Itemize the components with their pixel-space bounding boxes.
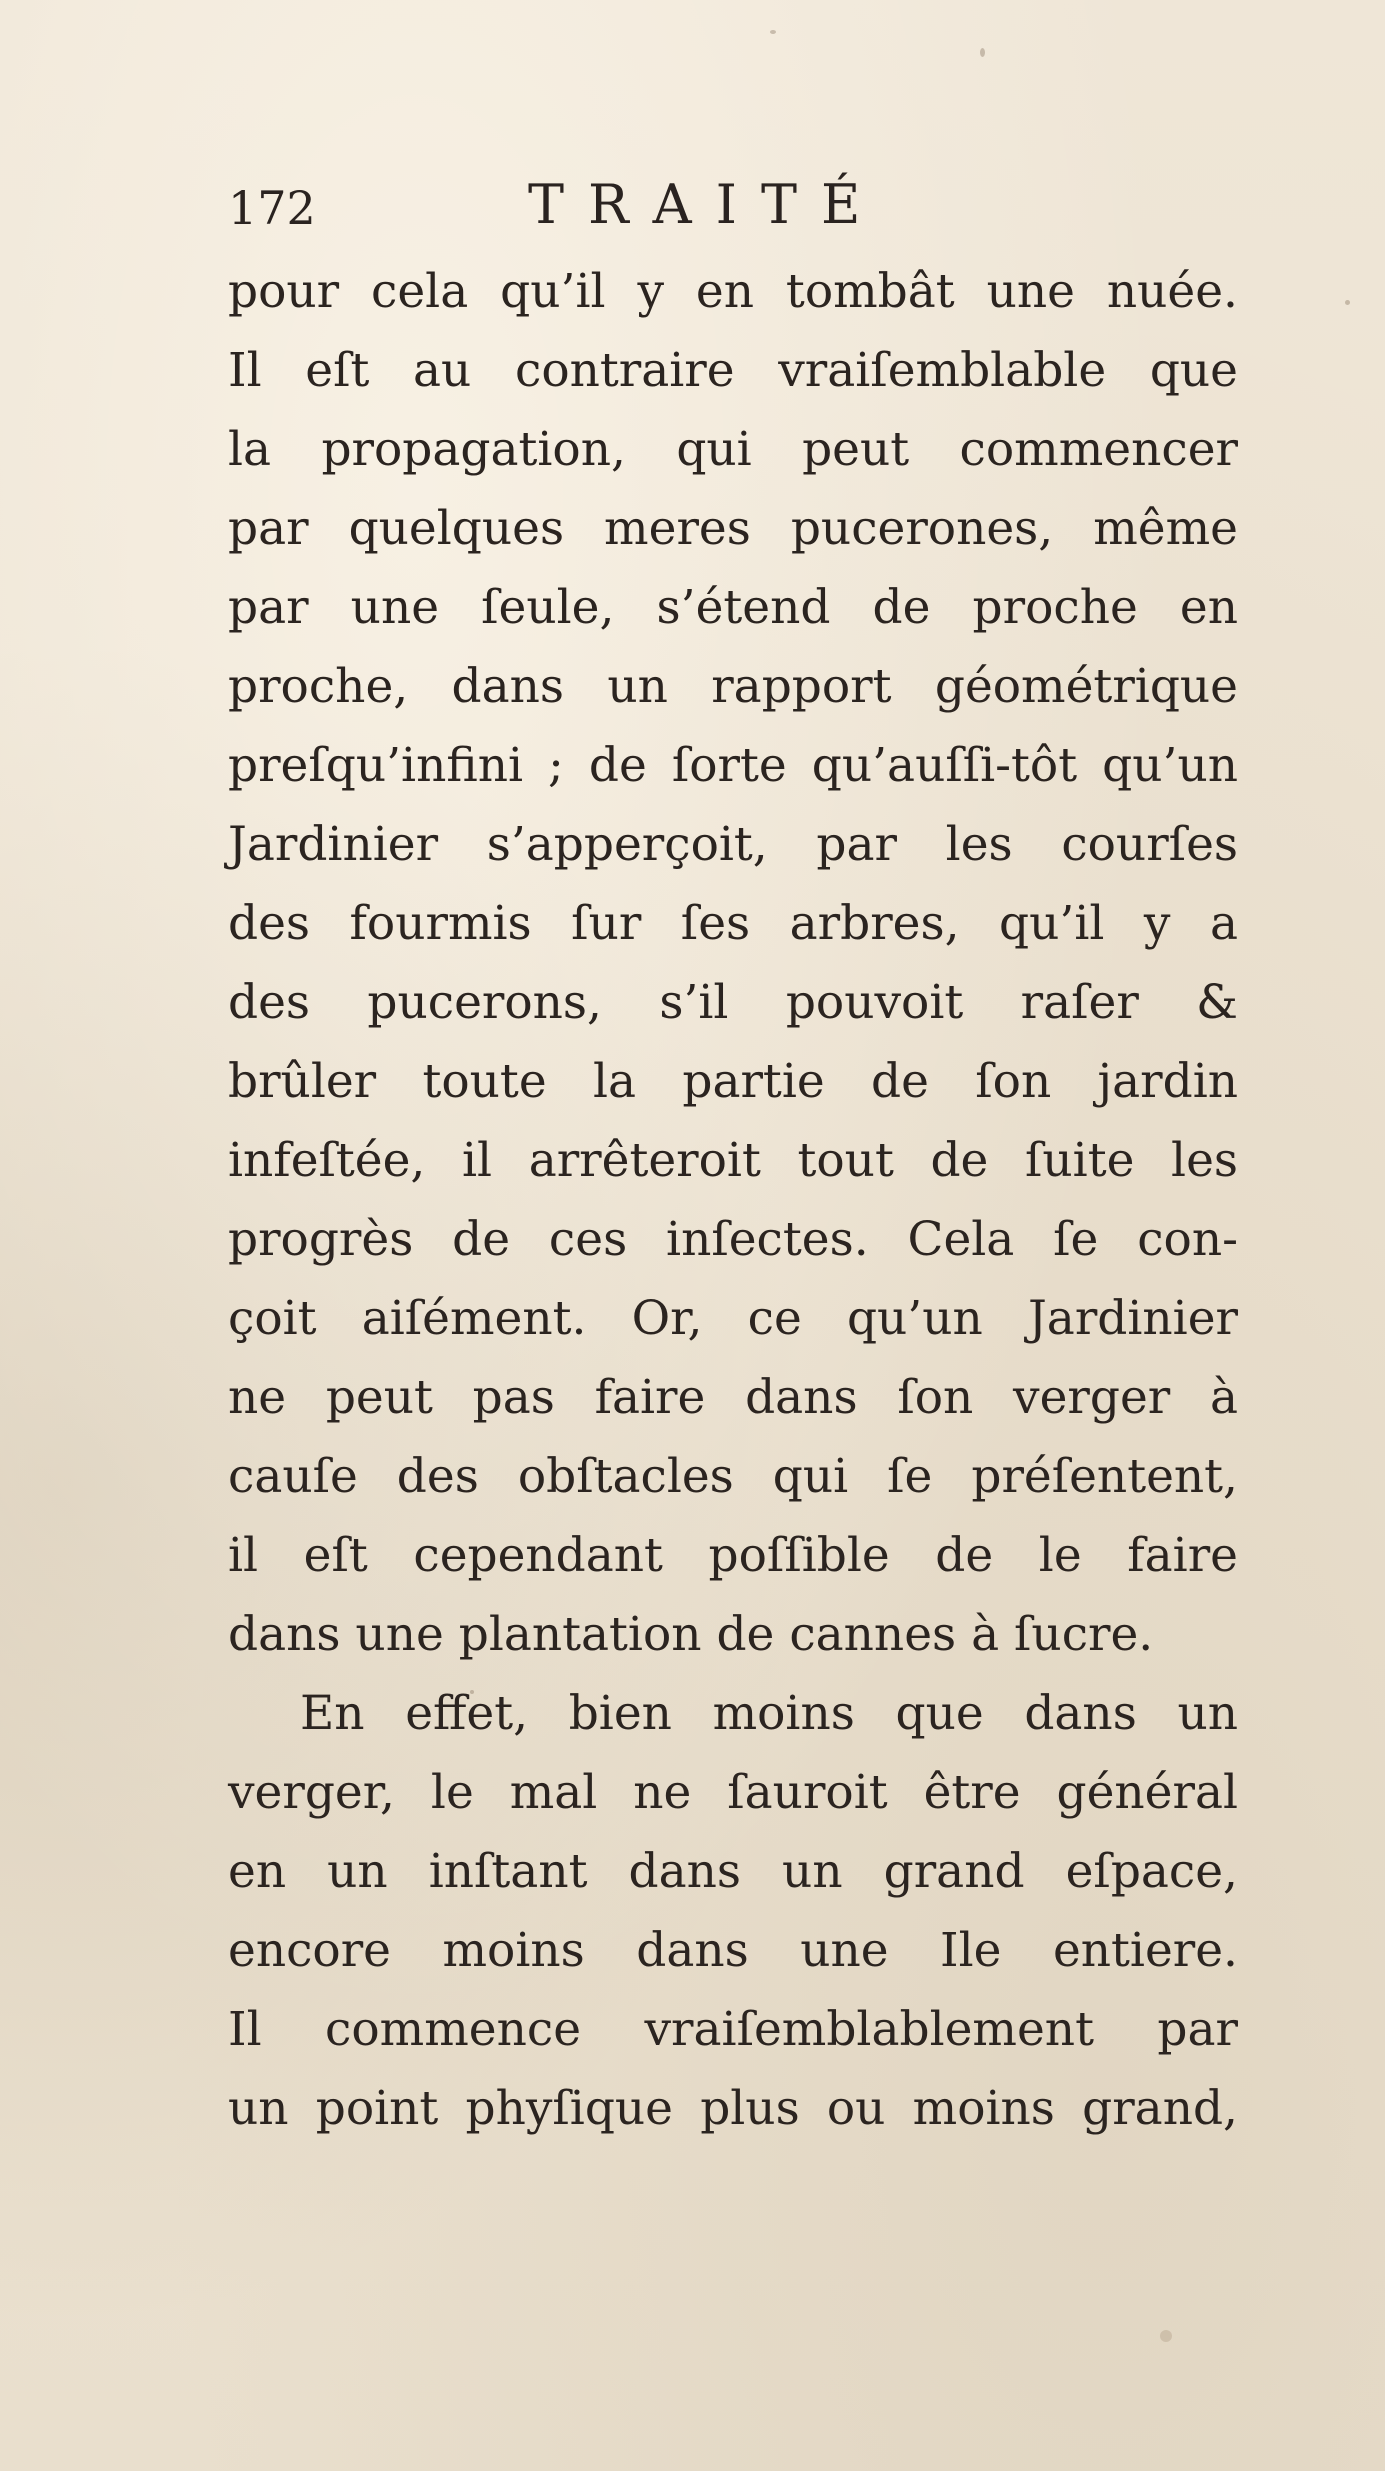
text-line: brûler toute la partie de ſon jardin xyxy=(228,1054,1238,1109)
paper-spot xyxy=(980,48,985,57)
text-line: encore moins dans une Ile entiere. xyxy=(228,1923,1238,1978)
text-line: ne peut pas faire dans ſon verger à xyxy=(228,1370,1238,1425)
text-line: un point phyſique plus ou moins grand, xyxy=(228,2081,1238,2136)
text-line: des fourmis ſur ſes arbres, qu’il y a xyxy=(228,896,1238,951)
text-line: progrès de ces inſectes. Cela ſe con- xyxy=(228,1212,1238,1267)
paragraph xyxy=(228,1674,1238,2148)
text-line: dans une plantation de cannes à ſucre. xyxy=(228,1607,1154,1662)
text-line: cauſe des obſtacles qui ſe préſentent, xyxy=(228,1449,1238,1504)
text-line: il eſt cependant poſſible de le faire xyxy=(228,1528,1238,1583)
text-line: en un inſtant dans un grand eſpace, xyxy=(228,1844,1238,1899)
paragraph xyxy=(228,252,1238,1674)
text-line: verger, le mal ne ſauroit être général xyxy=(228,1765,1238,1820)
text-line: çoit aiſément. Or, ce qu’un Jardinier xyxy=(228,1291,1238,1346)
text-line: des pucerons, s’il pouvoit raſer & xyxy=(228,975,1238,1030)
paper-spot xyxy=(1160,2330,1172,2342)
paper-spot xyxy=(770,30,776,34)
text-line: En effet, bien moins que dans un xyxy=(300,1686,1238,1741)
running-title: TRAITÉ xyxy=(528,173,885,236)
page-header xyxy=(228,173,1028,248)
text-line: Il eſt au contraire vraiſemblable que xyxy=(228,343,1238,398)
text-line: la propagation, qui peut commencer xyxy=(228,422,1238,477)
text-line: par une ſeule, s’étend de proche en xyxy=(228,580,1238,635)
body-text xyxy=(228,252,1238,2148)
text-line: Jardinier s’apperçoit, par les courſes xyxy=(228,817,1238,872)
page-number: 172 xyxy=(228,181,316,235)
text-line: proche, dans un rapport géométrique xyxy=(228,659,1238,714)
text-line: Il commence vraiſemblablement par xyxy=(228,2002,1238,2057)
text-line: pour cela qu’il y en tombât une nuée. xyxy=(228,264,1238,319)
text-line: preſqu’infini ; de ſorte qu’auſſi-tôt qu’un xyxy=(228,738,1238,793)
text-line: infeſtée, il arrêteroit tout de ſuite les xyxy=(228,1133,1238,1188)
paper-spot xyxy=(1345,300,1350,305)
text-line: par quelques meres pucerones, même xyxy=(228,501,1238,556)
